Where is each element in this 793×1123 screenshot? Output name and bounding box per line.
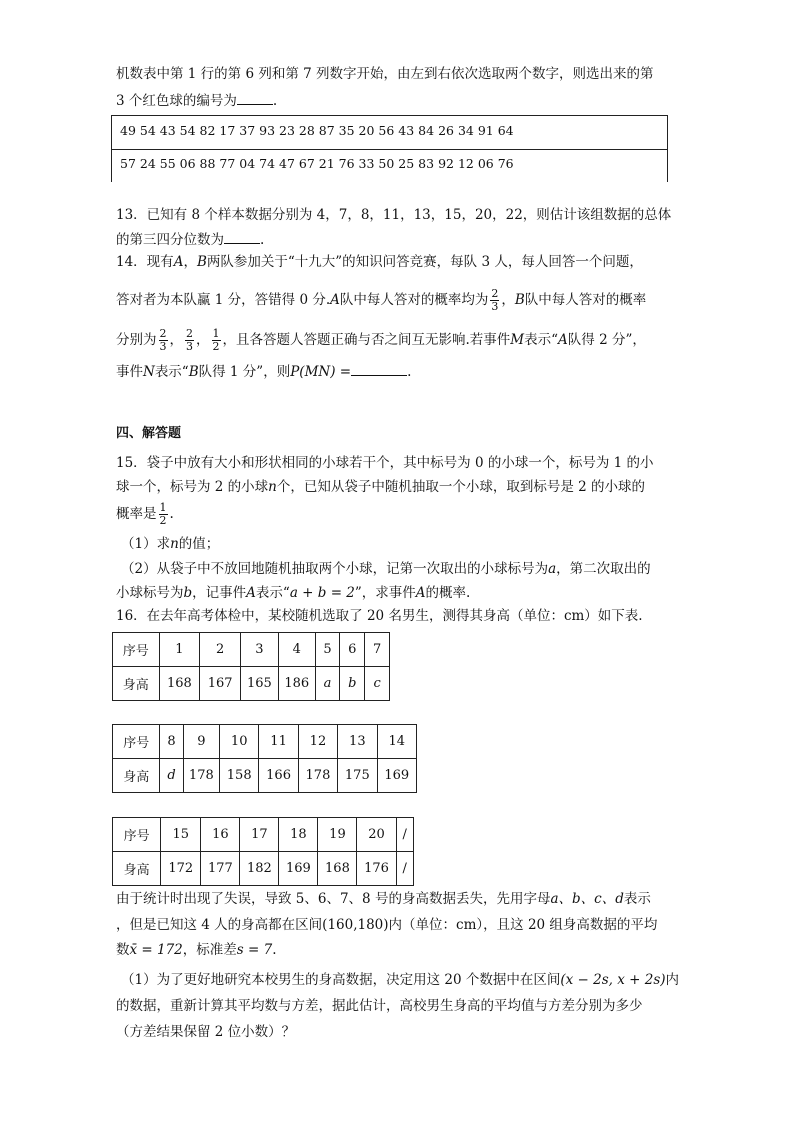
- q14-line4: 事件N表示“B队得 1 分”，则P(MN) = .: [116, 361, 411, 382]
- table-cell: /: [396, 852, 414, 886]
- height-table-1: [112, 632, 390, 701]
- table-cell: 178: [183, 759, 219, 793]
- row-label: 序号: [113, 818, 161, 852]
- table-cell: c: [365, 667, 390, 701]
- table-cell: a: [315, 667, 340, 701]
- table-cell: 167: [200, 667, 241, 701]
- table-cell: 17: [240, 818, 279, 852]
- answer-blank: [351, 361, 407, 376]
- table-cell: d: [160, 759, 183, 793]
- table-row: [113, 633, 390, 667]
- table-cell: b: [340, 667, 365, 701]
- q14-line3: 分别为 $\frac{2}{3}$ ， $\frac{2}{3}$ ， $\frac{1}{2}$ ，且各答题人答题正确与否之间互无影响.若事件M表示“A队得 2 分”，: [116, 327, 646, 353]
- fraction-one-half: $\frac{1}{2}$: [159, 501, 167, 527]
- table-cell: 16: [201, 818, 240, 852]
- q13-line2: 的第三四分位数为 .: [116, 229, 264, 250]
- q15-part2-line2: 小球标号为b，记事件A表示“a + b = 2”，求事件A的概率.: [116, 585, 471, 601]
- table-cell: 6: [340, 633, 365, 667]
- row-label: 身高: [113, 759, 160, 793]
- table-divider: [112, 149, 667, 150]
- q12-line2: 3 个红色球的编号为 .: [116, 90, 277, 111]
- q15-part1: （1）求n的值；: [121, 536, 220, 552]
- table-cell: 169: [377, 759, 416, 793]
- table-cell: 7: [365, 633, 390, 667]
- fraction-two-thirds: $\frac{2}{3}$: [159, 327, 167, 353]
- table-cell: 11: [259, 725, 298, 759]
- section-title: 四、解答题: [116, 426, 182, 441]
- row-label: 序号: [113, 633, 160, 667]
- row-label: 身高: [113, 667, 160, 701]
- q16-text-line1: 由于统计时出现了失误，导致 5、6、7、8 号的身高数据丢失，先用字母a、b、c、d表示: [116, 891, 651, 907]
- table-cell: 12: [298, 725, 337, 759]
- q12-line1: 机数表中第 1 行的第 6 列和第 7 列数字开始，由左到右依次选取两个数字，则选出来的第: [116, 66, 654, 82]
- random-number-table: [111, 115, 668, 182]
- fraction-two-thirds: $\frac{2}{3}$: [491, 287, 499, 313]
- row-label: 序号: [113, 725, 160, 759]
- q16-text-line2: ，但是已知这 4 人的身高都在区间(160,180)内（单位：cm），且这 20 组身高数据的平均: [116, 917, 658, 933]
- table-cell: 176: [357, 852, 396, 886]
- table-row: [113, 667, 390, 701]
- table-cell: 20: [357, 818, 396, 852]
- fraction-one-half: $\frac{1}{2}$: [212, 327, 220, 353]
- table-cell: /: [396, 818, 414, 852]
- q15-line3: 概率是 $\frac{1}{2}$ .: [116, 501, 174, 527]
- height-table-3: [112, 817, 414, 886]
- table-cell: 18: [279, 818, 318, 852]
- row-label: 身高: [113, 852, 161, 886]
- table-cell: 15: [161, 818, 201, 852]
- answer-blank: [237, 90, 273, 105]
- table-cell: 14: [377, 725, 416, 759]
- q16-sub1-line3: （方差结果保留 2 位小数）？: [116, 1024, 296, 1040]
- q16-intro: 16．在去年高考体检中，某校随机选取了 20 名男生，测得其身高（单位：cm）如下表.: [116, 608, 643, 624]
- table-cell: 178: [298, 759, 337, 793]
- random-row-2: 57 24 55 06 88 77 04 74 47 67 21 76 33 50 25 83 92 12 06 76: [120, 156, 514, 171]
- table-row: [113, 759, 417, 793]
- q16-sub1-line2: 的数据，重新计算其平均数与方差，据此估计，高校男生身高的平均值与方差分别为多少: [116, 998, 643, 1014]
- table-cell: 158: [220, 759, 259, 793]
- table-cell: 172: [161, 852, 201, 886]
- table-cell: 4: [278, 633, 315, 667]
- table-cell: 3: [241, 633, 279, 667]
- table-cell: 13: [338, 725, 377, 759]
- q16-sub1-line1: （1）为了更好地研究本校男生的身高数据，决定用这 20 个数据中在区间(x − 2s, x + 2s)内: [121, 972, 680, 988]
- table-cell: 9: [183, 725, 219, 759]
- q14-line2: 答对者为本队赢 1 分，答错得 0 分.A队中每人答对的概率均为 $\frac{2}{3}$ ，B队中每人答对的概率: [116, 287, 647, 313]
- q13-line1: 13．已知有 8 个样本数据分别为 4，7，8，11，13，15，20，22，则估计该组数据的总体: [116, 207, 672, 223]
- table-cell: 10: [220, 725, 259, 759]
- table-cell: 2: [200, 633, 241, 667]
- table-cell: 166: [259, 759, 298, 793]
- height-table-2: [112, 724, 417, 793]
- table-cell: 175: [338, 759, 377, 793]
- table-row: [113, 725, 417, 759]
- q15-part2-line1: （2）从袋子中不放回地随机抽取两个小球，记第一次取出的小球标号为a，第二次取出的: [121, 561, 651, 577]
- q15-line1: 15．袋子中放有大小和形状相同的小球若干个，其中标号为 0 的小球一个，标号为 1 的小: [116, 455, 654, 471]
- table-cell: 19: [318, 818, 357, 852]
- table-cell: 182: [240, 852, 279, 886]
- table-cell: 186: [278, 667, 315, 701]
- q15-line2: 球一个，标号为 2 的小球n个，已知从袋子中随机抽取一个小球，取到标号是 2 的小球的: [116, 479, 646, 495]
- table-cell: 177: [201, 852, 240, 886]
- answer-blank: [224, 229, 260, 244]
- fraction-two-thirds: $\frac{2}{3}$: [186, 327, 193, 353]
- table-cell: 165: [241, 667, 279, 701]
- table-cell: 168: [159, 667, 200, 701]
- table-cell: 5: [315, 633, 340, 667]
- table-cell: 169: [279, 852, 318, 886]
- table-row: [113, 818, 414, 852]
- table-cell: 168: [318, 852, 357, 886]
- q14-line1: 14．现有A，B两队参加关于“十九大”的知识问答竞赛，每队 3 人，每人回答一个问题，: [116, 254, 643, 270]
- table-cell: 1: [159, 633, 200, 667]
- table-cell: 8: [160, 725, 183, 759]
- random-row-1: 49 54 43 54 82 17 37 93 23 28 87 35 20 56 43 84 26 34 91 64: [120, 123, 514, 138]
- q16-text-line3: 数x̄ = 172，标准差s = 7.: [116, 942, 277, 958]
- table-row: [113, 852, 414, 886]
